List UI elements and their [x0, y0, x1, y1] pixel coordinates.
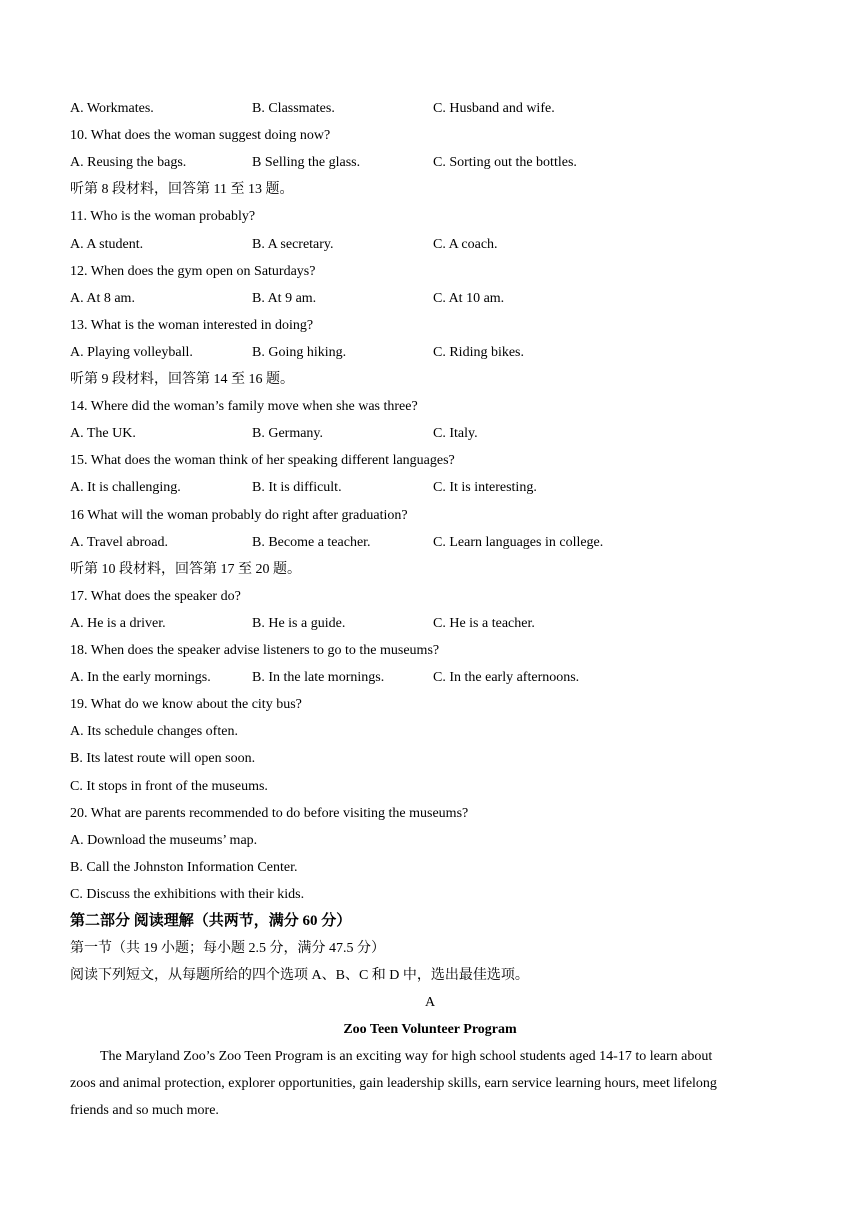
section-instruction: 听第 8 段材料，回答第 11 至 13 题。 — [70, 182, 294, 197]
option-a: A. He is a driver. — [70, 616, 166, 631]
option-b: B. He is a guide. — [252, 616, 346, 631]
option-a: A. A student. — [70, 237, 144, 252]
question-line: A. Its schedule changes often. — [70, 724, 238, 739]
option-b: B Selling the glass. — [252, 155, 361, 170]
option-c: C. In the early afternoons. — [433, 670, 580, 685]
question-line: 17. What does the speaker do? — [70, 589, 241, 604]
question-line: C. It stops in front of the museums. — [70, 779, 268, 794]
option-c: C. At 10 am. — [433, 291, 505, 306]
option-c: C. Learn languages in college. — [433, 535, 604, 550]
passage-text-line: zoos and animal protection, explorer opportunities, gain leadership skills, earn service learning hours, meet lifelong — [70, 1076, 717, 1091]
option-b: B. Going hiking. — [252, 345, 347, 360]
option-c: C. He is a teacher. — [433, 616, 535, 631]
option-a: A. Playing volleyball. — [70, 345, 193, 360]
option-b: B. Classmates. — [252, 101, 335, 116]
option-a: A. Travel abroad. — [70, 535, 168, 550]
question-line: 10. What does the woman suggest doing now? — [70, 128, 331, 143]
section-heading: 第一节（共 19 小题；每小题 2.5 分，满分 47.5 分） — [70, 941, 385, 956]
option-c: C. Sorting out the bottles. — [433, 155, 577, 170]
question-line: C. Discuss the exhibitions with their kids. — [70, 887, 305, 902]
passage-letter: A — [424, 995, 436, 1010]
question-line: 12. When does the gym open on Saturdays? — [70, 264, 316, 279]
question-line: B. Call the Johnston Information Center. — [70, 860, 298, 875]
question-line: 20. What are parents recommended to do before visiting the museums? — [70, 806, 469, 821]
question-line: 19. What do we know about the city bus? — [70, 697, 302, 712]
option-b: B. At 9 am. — [252, 291, 317, 306]
passage-text-line: friends and so much more. — [70, 1103, 219, 1118]
option-a: A. The UK. — [70, 426, 136, 441]
option-c: C. A coach. — [433, 237, 498, 252]
part-title: 第二部分 阅读理解（共两节，满分 60 分） — [70, 913, 352, 929]
option-a: A. At 8 am. — [70, 291, 135, 306]
question-line: 13. What is the woman interested in doing? — [70, 318, 314, 333]
passage-text-line: The Maryland Zoo’s Zoo Teen Program is an exciting way for high school students aged 14-17 to learn about — [100, 1049, 713, 1064]
question-line: 14. Where did the woman’s family move when she was three? — [70, 399, 418, 414]
option-b: B. A secretary. — [252, 237, 334, 252]
question-line: A. Download the museums’ map. — [70, 833, 258, 848]
option-a: A. It is challenging. — [70, 480, 181, 495]
section-instruction: 听第 10 段材料，回答第 17 至 20 题。 — [70, 562, 301, 577]
directions: 阅读下列短文，从每题所给的四个选项 A、B、C 和 D 中，选出最佳选项。 — [70, 968, 529, 983]
question-line: 18. When does the speaker advise listeners to go to the museums? — [70, 643, 440, 658]
question-line: 16 What will the woman probably do right after graduation? — [70, 508, 408, 523]
question-line: 15. What does the woman think of her speaking different languages? — [70, 453, 455, 468]
option-c: C. Riding bikes. — [433, 345, 525, 360]
option-c: C. Husband and wife. — [433, 101, 555, 116]
section-instruction: 听第 9 段材料，回答第 14 至 16 题。 — [70, 372, 294, 387]
option-b: B. It is difficult. — [252, 480, 342, 495]
option-b: B. In the late mornings. — [252, 670, 385, 685]
passage-title: Zoo Teen Volunteer Program — [343, 1022, 517, 1037]
question-line: 11. Who is the woman probably? — [70, 209, 256, 224]
question-line: B. Its latest route will open soon. — [70, 751, 256, 766]
option-c: C. Italy. — [433, 426, 478, 441]
option-a: A. In the early mornings. — [70, 670, 211, 685]
option-b: B. Become a teacher. — [252, 535, 371, 550]
option-c: C. It is interesting. — [433, 480, 537, 495]
option-a: A. Reusing the bags. — [70, 155, 187, 170]
option-a: A. Workmates. — [70, 101, 154, 116]
option-b: B. Germany. — [252, 426, 324, 441]
